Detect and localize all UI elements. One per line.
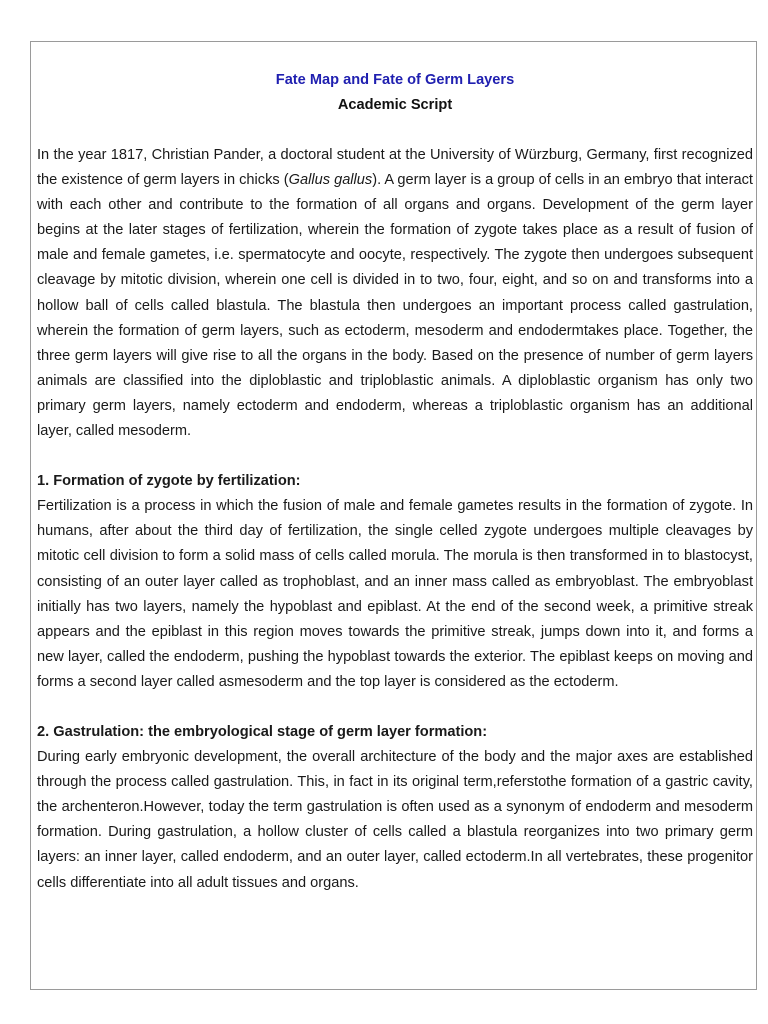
document-content xyxy=(37,68,753,896)
intro-text-end: ). A germ layer is a group of cells in an embryo that interact with each other and contribute to the formation of all organs and organs. Development of the germ layer begins at the later stages of fertilization, wherein the formation of zygote takes place as a result of fusion of male and female gametes, i.e. spermatocyte and oocyte, respectively. The zygote then undergoes subsequent cleavage by mitotic division, wherein one cell is divided in to two, four, eight, and so on and transforms into a hollow ball of cells called blastula. The blastula then undergoes an important process called gastrulation, wherein the formation of germ layers, such as ectoderm, mesoderm and endodermtakes place. Together, the three germ layers will give rise to all the organs in the body. Based on the presence of number of germ layers animals are classified into the diploblastic and triploblastic animals. A diploblastic organism has only two primary germ layers, namely ectoderm and endoderm, whereas a triploblastic organism has an additional layer, called mesoderm. xyxy=(37,172,753,440)
section1-paragraph: Fertilization is a process in which the fusion of male and female gametes results in the formation of zygote. In humans, after about the third day of fertilization, the single celled zygote undergoes multiple cleavages by mitotic cell division to form a solid mass of cells called morula. The morula is then transformed in to blastocyst, consisting of an outer layer called as trophoblast, and an inner mass called as embryoblast. The embryoblast initially has two layers, namely the hypoblast and epiblast. At the end of the second week, a primitive streak appears and the epiblast in this region moves towards the primitive streak, jumps down into it, and forms a new layer, called the endoderm, pushing the hypoblast towards the exterior. The epiblast keeps on moving and forms a second layer called asmesoderm and the top layer is considered as the ectoderm. xyxy=(37,498,753,690)
intro-text-start: In the year 1817, Christian Pander, a doctoral student at the University of Würzburg, Germany, first recognized the existence of germ layers in chicks ( xyxy=(37,147,753,189)
document-page xyxy=(30,41,757,990)
document-subtitle: Academic Script xyxy=(337,97,453,113)
intro-paragraph xyxy=(37,143,753,444)
document-title: Fate Map and Fate of Germ Layers xyxy=(275,72,515,88)
section2-heading: 2. Gastrulation: the embryological stage of germ layer formation: xyxy=(37,723,488,740)
section1-heading: 1. Formation of zygote by fertilization: xyxy=(37,473,301,490)
intro-italic-species: Gallus gallus xyxy=(288,172,373,189)
section2-paragraph: During early embryonic development, the overall architecture of the body and the major axes are established through the process called gastrulation. This, in fact in its original term,referstothe formation of a gastric cavity, the archenteron.However, today the term gastrulation is often used as a synonym of endoderm and mesoderm formation. During gastrulation, a hollow cluster of cells called a blastula reorganizes into two primary germ layers: an inner layer, called endoderm, and an outer layer, called ectoderm.In all vertebrates, these progenitor cells differentiate into all adult tissues and organs. xyxy=(37,749,753,891)
